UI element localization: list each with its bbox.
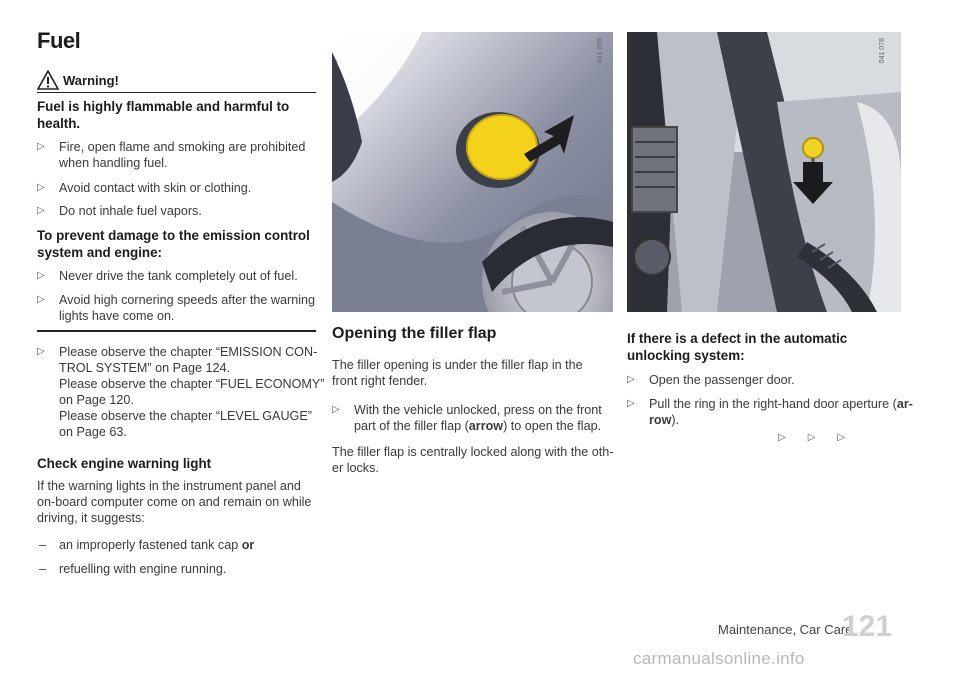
bullet-triangle-icon: ▷ bbox=[627, 374, 635, 385]
footer-section: Maintenance, Car Care bbox=[718, 622, 853, 637]
photo-code: 041 009 bbox=[597, 38, 604, 64]
bullet-triangle-icon: ▷ bbox=[627, 398, 635, 409]
check-engine-dash: – an improperly fastened tank cap or bbox=[39, 538, 255, 552]
continue-arrows-icon: ▷▷▷ bbox=[778, 432, 868, 443]
check-engine-heading: Check engine warning light bbox=[37, 456, 212, 471]
filler-text: The filler flap is centrally locked along with the oth-er locks. bbox=[332, 445, 614, 475]
watermark: carmanualsonline.info bbox=[633, 649, 805, 668]
warning-bullet: ▷ Avoid contact with skin or clothing. bbox=[37, 181, 252, 195]
photo-code: 041 078 bbox=[879, 38, 886, 64]
warning-bullet: ▷ Do not inhale fuel vapors. bbox=[37, 204, 202, 218]
door-aperture-illustration bbox=[627, 32, 901, 312]
reference-note: ▷ Please observe the chapter “EMISSION CON-TROL SYSTEM” on Page 124. Please observe the chapter “FUEL ECONOMY” on Page 120. Please observe the chapter “LEVEL GAUGE” on Page 63. bbox=[37, 345, 325, 439]
bullet-triangle-icon: ▷ bbox=[37, 270, 45, 281]
filler-heading: Opening the filler flap bbox=[332, 325, 497, 342]
warning-end-rule bbox=[37, 330, 316, 332]
bullet-triangle-icon: ▷ bbox=[37, 141, 45, 152]
filler-flap-photo bbox=[332, 32, 613, 312]
filler-flap-illustration bbox=[332, 32, 613, 312]
bullet-triangle-icon: ▷ bbox=[37, 205, 45, 216]
page-number: 121 bbox=[842, 610, 893, 643]
page-title: Fuel bbox=[37, 28, 81, 53]
door-aperture-photo bbox=[627, 32, 901, 312]
defect-heading: If there is a defect in the automatic unlocking system: bbox=[627, 331, 848, 363]
warning-bullet: ▷ Avoid high cornering speeds after the warning lights have come on. bbox=[37, 293, 316, 323]
defect-bullet: ▷ Open the passenger door. bbox=[627, 373, 795, 387]
check-engine-text: If the warning lights in the instrument panel and on-board computer come on and remain on while driving, it suggests: bbox=[37, 479, 312, 525]
emission-heading: To prevent damage to the emission control system and engine: bbox=[37, 228, 310, 260]
bullet-triangle-icon: ▷ bbox=[37, 294, 45, 305]
bullet-triangle-icon: ▷ bbox=[332, 404, 340, 415]
filler-bullet: ▷ With the vehicle unlocked, press on the front part of the filler flap (arrow) to open the flap. bbox=[332, 403, 602, 433]
defect-bullet: ▷ Pull the ring in the right-hand door aperture (ar-row). bbox=[627, 397, 913, 427]
check-engine-dash: – refuelling with engine running. bbox=[39, 562, 227, 576]
warning-header bbox=[37, 70, 316, 93]
bullet-triangle-icon: ▷ bbox=[37, 182, 45, 193]
filler-text: The filler opening is under the filler flap in the front right fender. bbox=[332, 358, 583, 388]
bullet-triangle-icon: ▷ bbox=[37, 346, 45, 357]
warning-bullet: ▷ Never drive the tank completely out of fuel. bbox=[37, 269, 298, 283]
warning-triangle-icon bbox=[37, 70, 59, 90]
warning-heading: Fuel is highly flammable and harmful to health. bbox=[37, 99, 290, 131]
warning-bullet: ▷ Fire, open flame and smoking are prohibited when handling fuel. bbox=[37, 140, 306, 170]
warning-label: Warning! bbox=[63, 73, 119, 88]
